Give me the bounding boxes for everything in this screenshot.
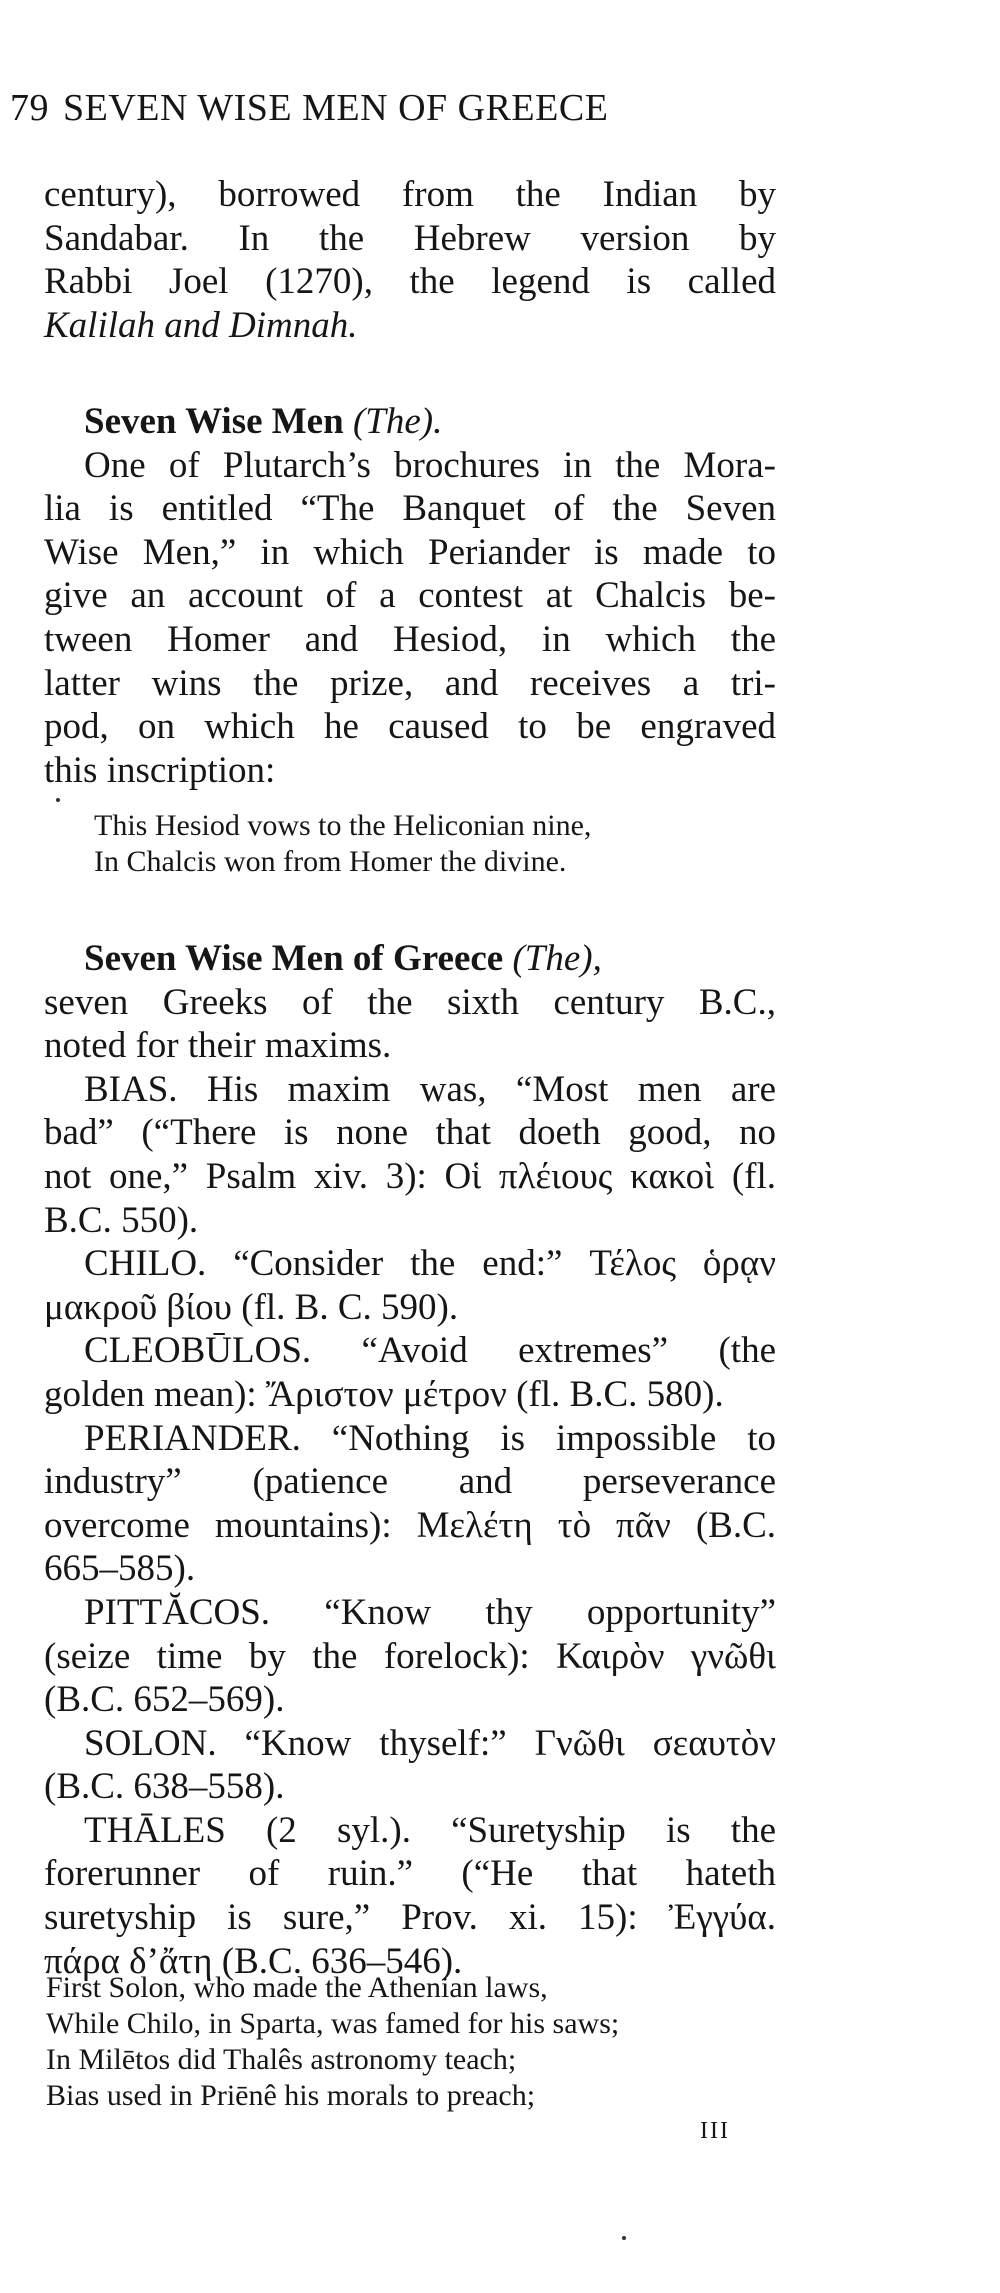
- text-line: (B.C. 638–558).: [44, 1766, 285, 1808]
- text-line: Rabbi Joel (1270), the legend is called: [44, 261, 776, 303]
- text-line: give an account of a contest at Chalcis be-: [44, 575, 776, 617]
- text-line: Sandabar. In the Hebrew version by: [44, 217, 776, 259]
- text-line: tween Homer and Hesiod, in which the: [44, 618, 776, 660]
- verse-line: While Chilo, in Sparta, was famed for his saws;: [46, 2007, 620, 2040]
- running-title: SEVEN WISE MEN OF GREECE: [63, 87, 609, 129]
- entry-seven-wise-men: [44, 400, 776, 792]
- entry-headword: Seven Wise Men: [84, 401, 344, 442]
- text-line: bad” (“There is none that doeth good, no: [44, 1112, 776, 1154]
- text-line: B.C. 550).: [44, 1199, 199, 1241]
- text-line: μακροῦ βίου (fl. B. C. 590).: [44, 1286, 459, 1328]
- verse-line: First Solon, who made the Athenian laws,: [46, 1971, 548, 2004]
- sage-bias: BIAS. His maxim was, “Most men are: [84, 1068, 776, 1110]
- signature-mark: III: [700, 2118, 730, 2144]
- text-line: pod, on which he caused to be engraved: [44, 706, 776, 748]
- text-line: overcome mountains): Μελέτη τὸ πᾶν (B.C.: [44, 1504, 776, 1546]
- sage-solon: SOLON. “Know thyself:” Γνῶθι σεαυτὸν: [84, 1722, 776, 1764]
- text-line: (seize time by the forelock): Καιρὸν γνῶθι: [44, 1635, 776, 1677]
- quote-line: This Hesiod vows to the Heliconian nine,: [94, 809, 592, 842]
- print-speck: [622, 2236, 626, 2240]
- entry-headword: Seven Wise Men of Greece: [84, 938, 504, 979]
- text-line: 665–585).: [44, 1548, 196, 1590]
- intro-paragraph: [44, 173, 776, 347]
- entry-headword-qualifier: (The).: [352, 401, 443, 442]
- entry-heading: [44, 937, 776, 981]
- sage-cleobulos: CLEOBŪLOS. “Avoid extremes” (the: [84, 1330, 776, 1372]
- print-speck: [56, 798, 60, 802]
- text-line: seven Greeks of the sixth century B.C.,: [44, 981, 776, 1023]
- sage-chilo: CHILO. “Consider the end:” Τέλος ὁρᾳν: [84, 1243, 776, 1285]
- sage-pittacos: PITTĂCOS. “Know thy opportunity”: [84, 1591, 776, 1633]
- text-line: (B.C. 652–569).: [44, 1679, 285, 1721]
- text-line: forerunner of ruin.” (“He that hateth: [44, 1853, 776, 1895]
- text-line: One of Plutarch’s brochures in the Mora-: [84, 444, 776, 486]
- text-line: Wise Men,” in which Periander is made to: [44, 531, 776, 573]
- quote-line: In Chalcis won from Homer the divine.: [94, 845, 567, 878]
- page-number: 79: [10, 87, 49, 129]
- inscription-quote: [94, 808, 591, 880]
- text-line: this inscription:: [44, 749, 276, 791]
- text-line: πάρα δ’ἄτη (B.C. 636–546).: [44, 1940, 463, 1982]
- text-line: golden mean): Ἄριστον μέτρον (fl. B.C. 580).: [44, 1373, 724, 1415]
- running-header: [10, 86, 608, 130]
- sage-thales: THĀLES (2 syl.). “Suretyship is the: [84, 1809, 776, 1851]
- text-line: lia is entitled “The Banquet of the Seven: [44, 488, 776, 530]
- verse-line: Bias used in Priēnê his morals to preach;: [46, 2079, 536, 2112]
- entry-heading: [44, 400, 776, 444]
- text-line: Kalilah and Dimnah.: [44, 304, 358, 346]
- text-line: suretyship is sure,” Prov. xi. 15): Ἐγγύα.: [44, 1897, 776, 1939]
- entry-seven-wise-men-of-greece: [44, 937, 776, 1983]
- sage-periander: PERIANDER. “Nothing is impossible to: [84, 1417, 776, 1459]
- verse-line: In Milētos did Thalês astronomy teach;: [46, 2043, 517, 2076]
- text-line: industry” (patience and perseverance: [44, 1461, 776, 1503]
- text-line: century), borrowed from the Indian by: [44, 174, 776, 215]
- text-line: not one,” Psalm xiv. 3): Οἱ πλέιους κακοὶ (fl.: [44, 1155, 776, 1197]
- mnemonic-verse: [46, 1970, 619, 2114]
- entry-headword-qualifier: (The),: [512, 938, 602, 979]
- text-line: noted for their maxims.: [44, 1025, 392, 1067]
- text-line: latter wins the prize, and receives a tri-: [44, 662, 776, 704]
